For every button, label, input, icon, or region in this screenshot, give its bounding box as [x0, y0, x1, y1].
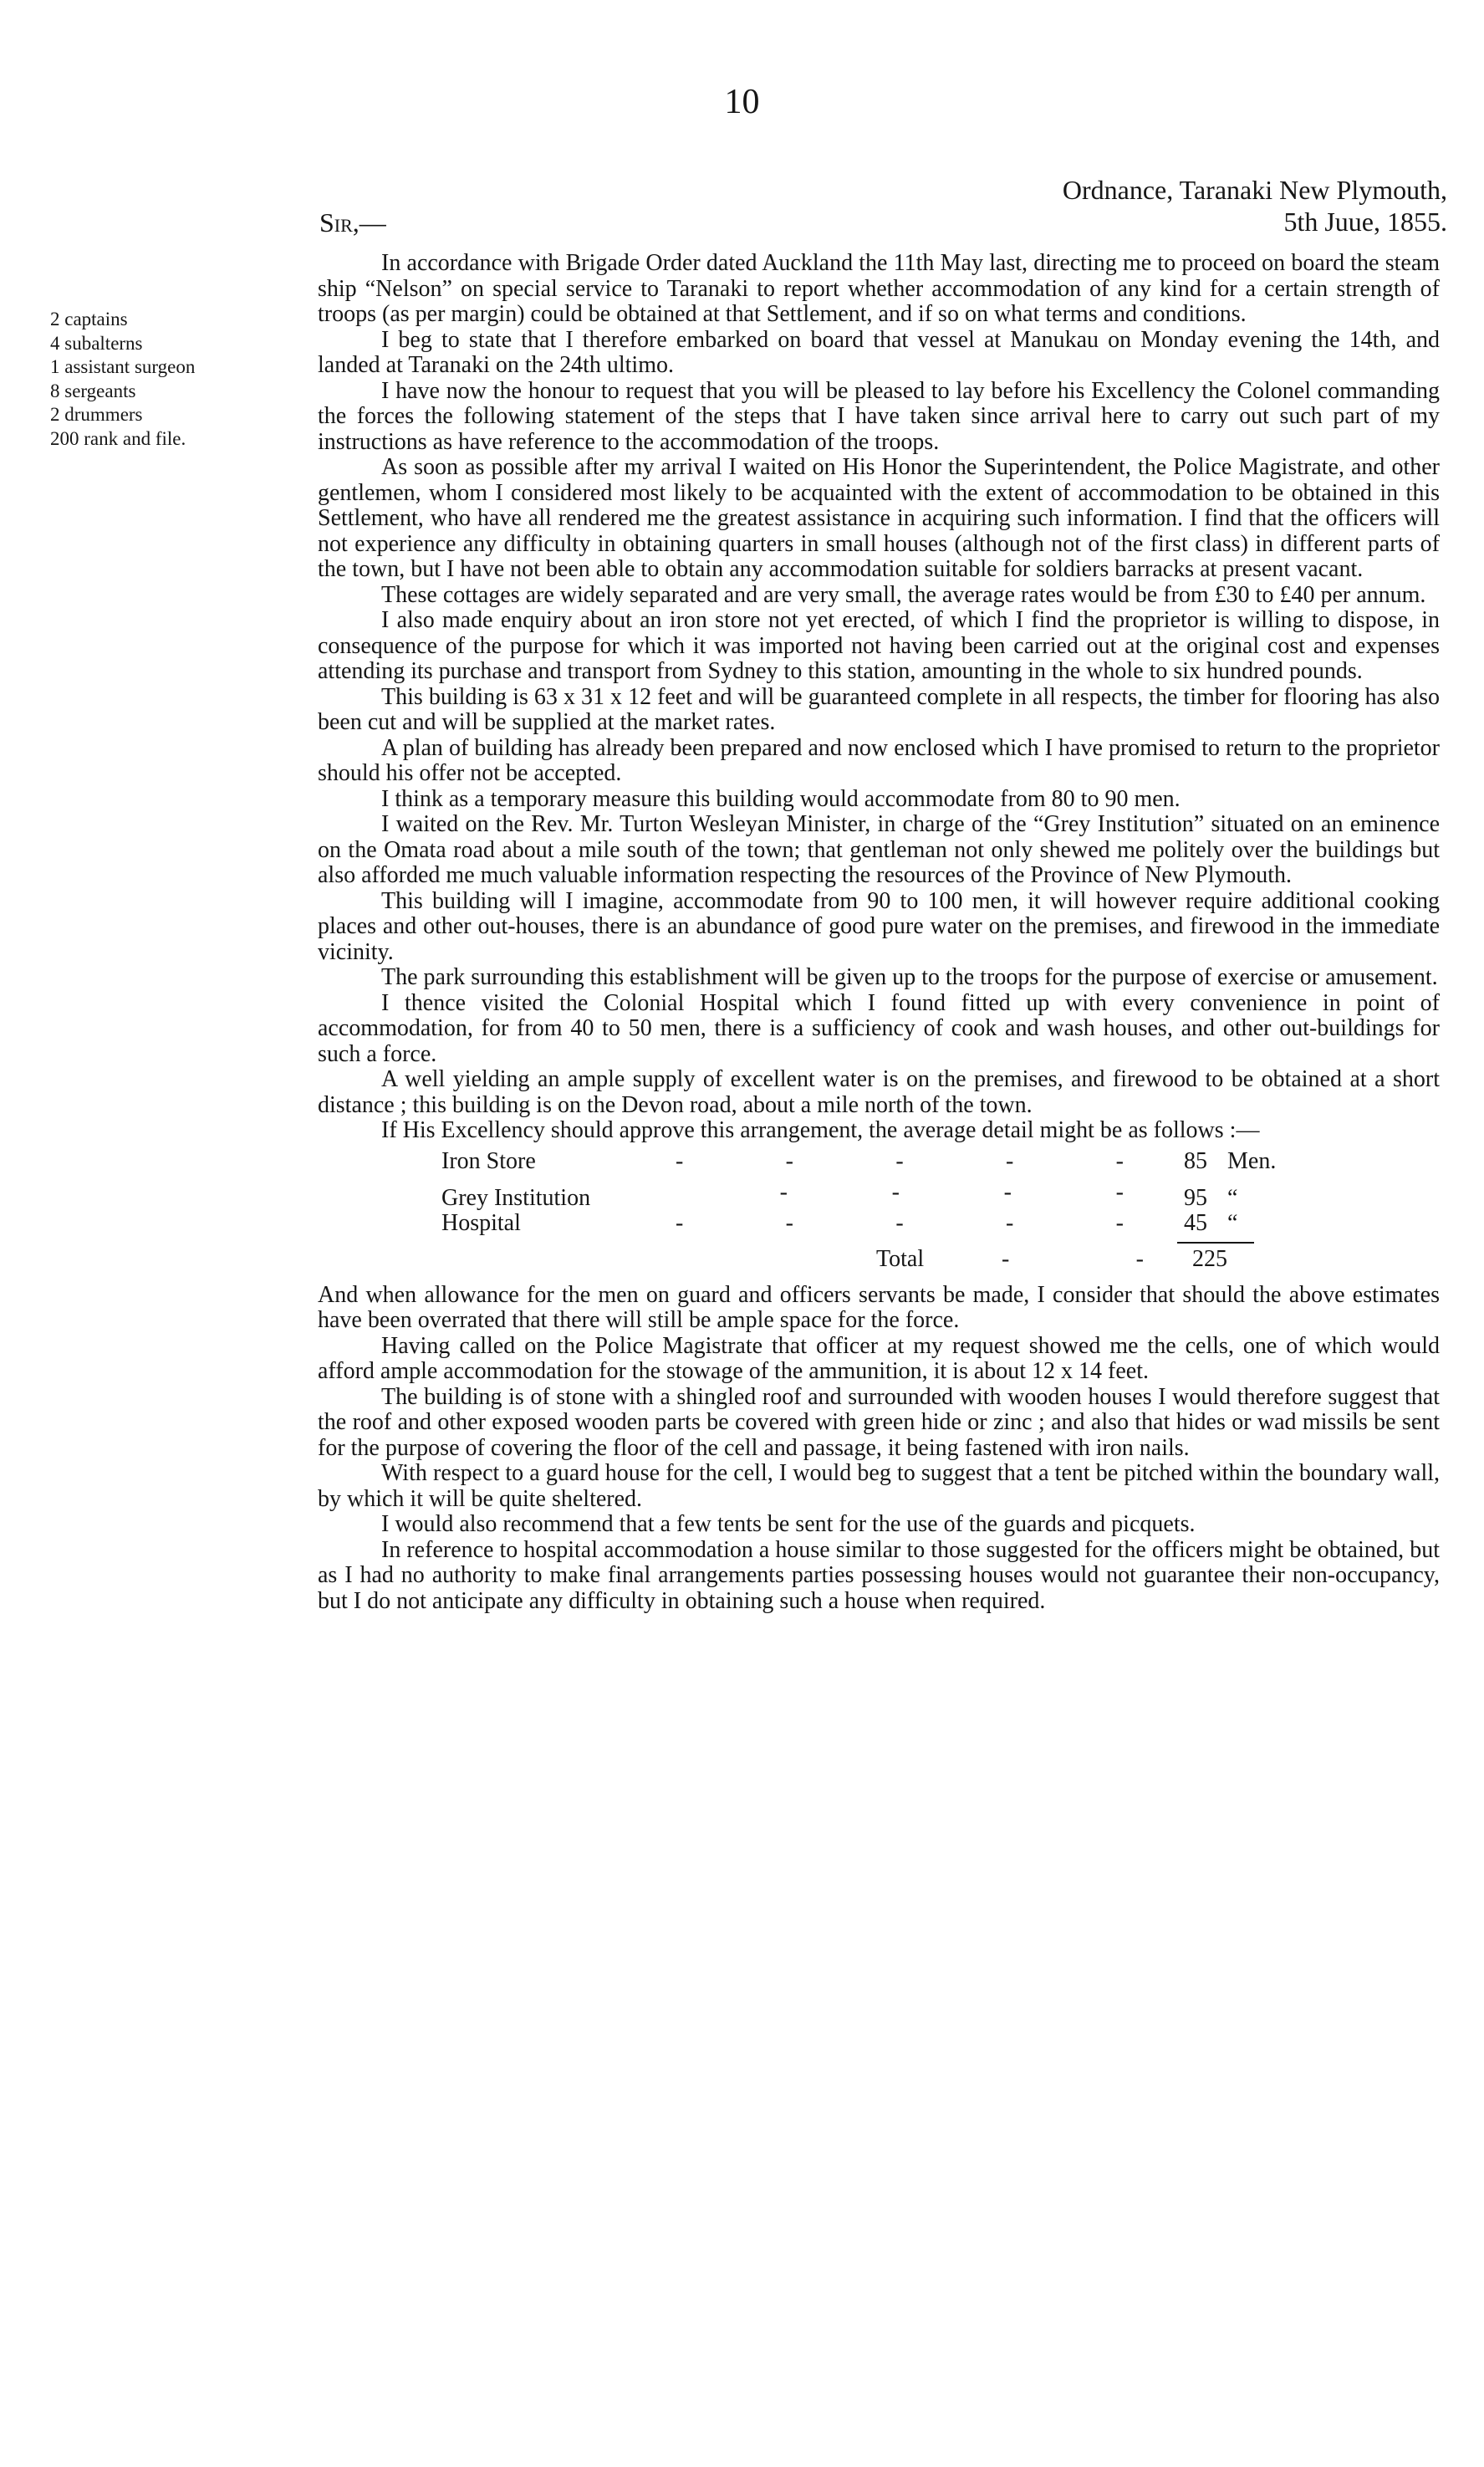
paragraph: I beg to state that I therefore embarked on board that vessel at Manukau on Monday evening the 14th, and landed at Taranaki on the 24th ultimo. — [318, 326, 1440, 378]
heading-date: 5th Juue, 1855. — [1283, 207, 1447, 237]
total-value: 225 — [1192, 1245, 1227, 1272]
margin-note — [50, 308, 301, 451]
detail-value: 95 — [1184, 1185, 1207, 1211]
detail-value: 45 — [1184, 1209, 1207, 1236]
paragraph: With respect to a guard house for the cell, I would beg to suggest that a tent be pitched within the boundary wall, by which it will be quite sheltered. — [318, 1460, 1440, 1512]
total-row — [441, 1247, 1328, 1278]
paragraph: And when allowance for the men on guard and officers servants be made, I consider that should the above estimates have been overrated that there will still be ample space for the force. — [318, 1281, 1440, 1333]
paragraph: Having called on the Police Magistrate that officer at my request showed me the cells, one of which would afford ample accommodation for the stowage of the ammunition, it is about 12 x 14 feet. — [318, 1332, 1440, 1384]
detail-name: Grey Institution — [441, 1185, 591, 1211]
margin-note-line: 2 captains — [50, 309, 128, 329]
dash-leader: - - — [1002, 1245, 1144, 1272]
paragraph: As soon as possible after my arrival I waited on His Honor the Superintendent, the Police Magistrate, and other gentlemen, whom I considered most likely to be acquainted with the extent of accommodation to be obtained in this Settlement, who have all rendered me the greatest assistance in acquiring such information. I find that the officers will not experience any difficulty in obtaining quarters in small houses (although not of the first class) in different parts of the town, but I have not been able to obtain any accommodation suitable for soldiers barracks at present vacant. — [318, 454, 1440, 582]
paragraph: In reference to hospital accommodation a house similar to those suggested for the officers might be obtained, but as I had no authority to make final arrangements parties possessing houses would not guarantee their non-occupancy, but I do not anticipate any difficulty in obtaining such a house when required. — [318, 1536, 1440, 1614]
detail-row — [441, 1149, 1328, 1180]
page-number: 10 — [724, 83, 760, 121]
margin-note-line: 1 assistant surgeon — [50, 356, 196, 377]
detail-unit: “ — [1227, 1209, 1238, 1236]
paragraph: A plan of building has already been prepared and now enclosed which I have promised to return to the proprietor should his offer not be accepted. — [318, 734, 1440, 786]
detail-name: Iron Store — [441, 1147, 536, 1174]
paragraph: The park surrounding this establishment will be given up to the troops for the purpose of exercise or amusement. — [381, 964, 1438, 990]
detail-table — [441, 1149, 1328, 1278]
paragraph: These cottages are widely separated and are very small, the average rates would be from £30 to £40 per annum. — [381, 581, 1426, 608]
paragraph: This building is 63 x 31 x 12 feet and will be guaranteed complete in all respects, the timber for flooring has also been cut and will be supplied at the market rates. — [318, 683, 1440, 735]
total-label: Total — [876, 1245, 925, 1272]
detail-name: Hospital — [441, 1209, 521, 1236]
letter-body — [318, 251, 1440, 1614]
letter-heading — [1063, 174, 1447, 238]
dash-leader: - - - - - — [676, 1147, 1124, 1174]
paragraph: I have now the honour to request that you will be pleased to lay before his Excellency the Colonel commanding the forces the following statement of the steps that I have taken since arrival here to carry out such part of my instructions as have reference to the accommodation of the troops. — [318, 377, 1440, 455]
paragraph: A well yielding an ample supply of excellent water is on the premises, and firewood to be obtained at a short distance ; this building is on the Devon road, about a mile north of the town. — [318, 1066, 1440, 1118]
paragraph: If His Excellency should approve this arrangement, the average detail might be as follows :— — [381, 1117, 1260, 1143]
dash-leader: - - - - — [779, 1178, 1124, 1205]
margin-note-line: 2 drummers — [50, 404, 143, 425]
salutation: Sir,— — [319, 207, 386, 238]
paragraph: I also made enquiry about an iron store not yet erected, of which I find the proprietor is willing to dispose, in consequence of the purpose for which it was imported not having been carried out at the original cost and expenses attending its purchase and transport from Sydney to this station, amounting in the whole to six hundred pounds. — [318, 607, 1440, 684]
heading-place: Ordnance, Taranaki New Plymouth, — [1062, 175, 1447, 205]
detail-row — [441, 1180, 1328, 1211]
paragraph: In accordance with Brigade Order dated Auckland the 11th May last, directing me to proceed on board the steam ship “Nelson” on special service to Taranaki to report whether accommodation of any kind for a certain strength of troops (as per margin) could be obtained at that Settlement, and if so on what terms and conditions. — [318, 250, 1440, 327]
paragraph: I thence visited the Colonial Hospital which I found fitted up with every convenience in point of accommodation, for from 40 to 50 men, there is a sufficiency of cook and wash houses, and other out-buildings for such a force. — [318, 989, 1440, 1067]
paragraph: The building is of stone with a shingled roof and surrounded with wooden houses I would therefore suggest that the roof and other exposed wooden parts be covered with green hide or zinc ; and also that hides or wad missils be sent for the purpose of covering the floor of the cell and passage, it being fastened with iron nails. — [318, 1383, 1440, 1461]
dash-leader: - - - - - — [676, 1209, 1124, 1236]
margin-note-line: 8 sergeants — [50, 380, 136, 401]
detail-unit: Men. — [1227, 1147, 1277, 1174]
margin-note-line: 200 rank and file. — [50, 427, 186, 449]
detail-row — [441, 1211, 1328, 1242]
paragraph: I think as a temporary measure this building would accommodate from 80 to 90 men. — [381, 785, 1181, 812]
margin-note-line: 4 subalterns — [50, 332, 143, 354]
paragraph: This building will I imagine, accommodate from 90 to 100 men, it will however require additional cooking places and other out-houses, there is an abundance of good pure water on the premises, and firewood in the immediate vicinity. — [318, 887, 1440, 965]
paragraph: I would also recommend that a few tents be sent for the use of the guards and picquets. — [381, 1511, 1196, 1537]
detail-unit: “ — [1227, 1185, 1238, 1211]
paragraph: I waited on the Rev. Mr. Turton Wesleyan Minister, in charge of the “Grey Institution” situated on an eminence on the Omata road about a mile south of the town; that gentleman not only shewed me politely over the buildings but also afforded me much valuable information respecting the resources of the Province of New Plymouth. — [318, 811, 1440, 888]
detail-value: 85 — [1184, 1147, 1207, 1174]
